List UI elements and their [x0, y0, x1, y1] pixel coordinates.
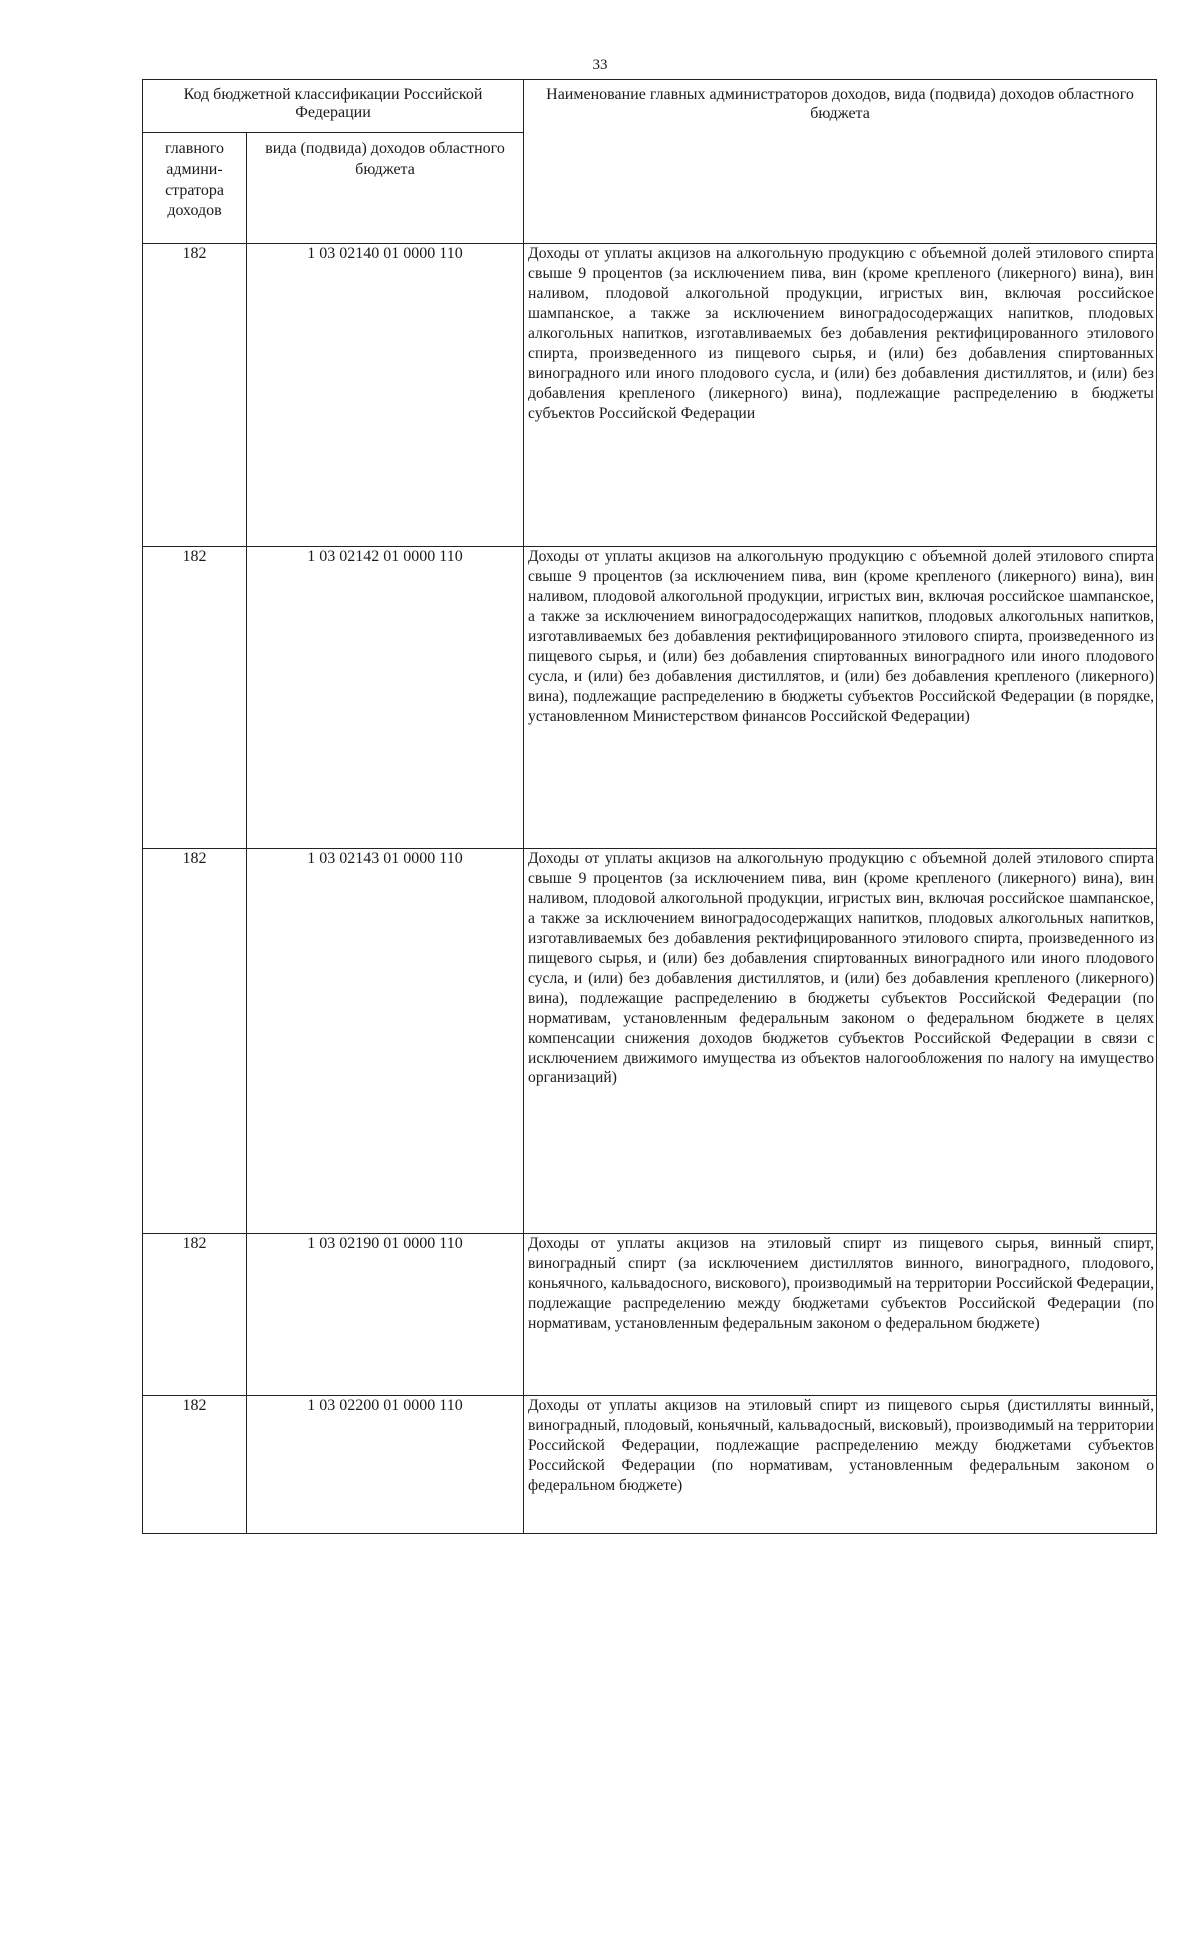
name-column-header: Наименование главных администраторов доходов, вида (подвида) доходов областного бюджета: [524, 80, 1157, 244]
income-code-cell: 1 03 02142 01 0000 110: [247, 547, 524, 849]
income-description-cell: Доходы от уплаты акцизов на этиловый спирт из пищевого сырья, винный спирт, виноградный спирт (за исключением дистиллятов винного, виноградного, плодового, коньячного, кальвадосного, вискового), производимый на территории Российской Федерации, подлежащие распределению между бюджетами субъектов Российской Федерации (по нормативам, установленным федеральным законом о федеральном бюджете): [524, 1234, 1157, 1396]
code-group-header: Код бюджетной классификации Российской Федерации: [143, 80, 524, 133]
table-row: [143, 1396, 1157, 1534]
table-row: [143, 1234, 1157, 1396]
page-number: 33: [592, 57, 608, 73]
income-code-cell: 1 03 02143 01 0000 110: [247, 849, 524, 1234]
income-description-cell: Доходы от уплаты акцизов на алкогольную продукцию с объемной долей этилового спирта свыше 9 процентов (за исключением пива, вин (кроме крепленого (ликерного) вина), вин наливом, плодовой алкогольной продукции, игристых вин, включая российское шампанское, а также за исключением виноградосодержащих напитков, плодовых алкогольных напитков, изготавливаемых без добавления ректифицированного этилового спирта, произведенного из пищевого сырья, и (или) без добавления спиртованных виноградного или иного плодового сусла, и (или) без добавления дистиллятов, и (или) без добавления крепленого (ликерного) вина), подлежащие распределению в бюджеты субъектов Российской Федерации (по нормативам, установленным федеральным законом о федеральном бюджете в целях компенсации снижения доходов бюджетов субъектов Российской Федерации в связи с исключением движимого имущества из объектов налогообложения по налогу на имущество организаций): [524, 849, 1157, 1234]
admin-code-cell: 182: [143, 244, 247, 547]
income-code-cell: 1 03 02140 01 0000 110: [247, 244, 524, 547]
income-description-cell: Доходы от уплаты акцизов на этиловый спирт из пищевого сырья (дистилляты винный, виноградный, плодовый, коньячный, кальвадосный, висковый), производимый на территории Российской Федерации, подлежащие распределению между бюджетами субъектов Российской Федерации (по нормативам, установленным федеральным законом о федеральном бюджете): [524, 1396, 1157, 1534]
admin-code-cell: 182: [143, 1396, 247, 1534]
table-row: [143, 849, 1157, 1234]
admin-column-header: главного админи- стратора доходов: [143, 133, 247, 244]
income-type-column-header: вида (подвида) доходов областного бюджета: [247, 133, 524, 244]
budget-classification-table: [142, 79, 1157, 1534]
admin-code-cell: 182: [143, 547, 247, 849]
admin-code-cell: 182: [143, 1234, 247, 1396]
header-row: [143, 80, 1157, 133]
income-description-cell: Доходы от уплаты акцизов на алкогольную продукцию с объемной долей этилового спирта свыше 9 процентов (за исключением пива, вин (кроме крепленого (ликерного) вина), вин наливом, плодовой алкогольной продукции, игристых вин, включая российское шампанское, а также за исключением виноградосодержащих напитков, плодовых алкогольных напитков, изготавливаемых без добавления ректифицированного этилового спирта, произведенного из пищевого сырья, и (или) без добавления спиртованных виноградного или иного плодового сусла, и (или) без добавления дистиллятов, и (или) без добавления крепленого (ликерного) вина), подлежащие распределению в бюджеты субъектов Российской Федерации (в порядке, установленном Министерством финансов Российской Федерации): [524, 547, 1157, 849]
table-row: [143, 547, 1157, 849]
income-code-cell: 1 03 02190 01 0000 110: [247, 1234, 524, 1396]
admin-code-cell: 182: [143, 849, 247, 1234]
income-code-cell: 1 03 02200 01 0000 110: [247, 1396, 524, 1534]
income-description-cell: Доходы от уплаты акцизов на алкогольную продукцию с объемной долей этилового спирта свыше 9 процентов (за исключением пива, вин (кроме крепленого (ликерного) вина), вин наливом, плодовой алкогольной продукции, игристых вин, включая российское шампанское, а также за исключением виноградосодержащих напитков, плодовых алкогольных напитков, изготавливаемых без добавления ректифицированного этилового спирта, произведенного из пищевого сырья, и (или) без добавления спиртованных виноградного или иного плодового сусла, и (или) без добавления дистиллятов, и (или) без добавления крепленого (ликерного) вина), подлежащие распределению в бюджеты субъектов Российской Федерации: [524, 244, 1157, 547]
table-row: [143, 244, 1157, 547]
